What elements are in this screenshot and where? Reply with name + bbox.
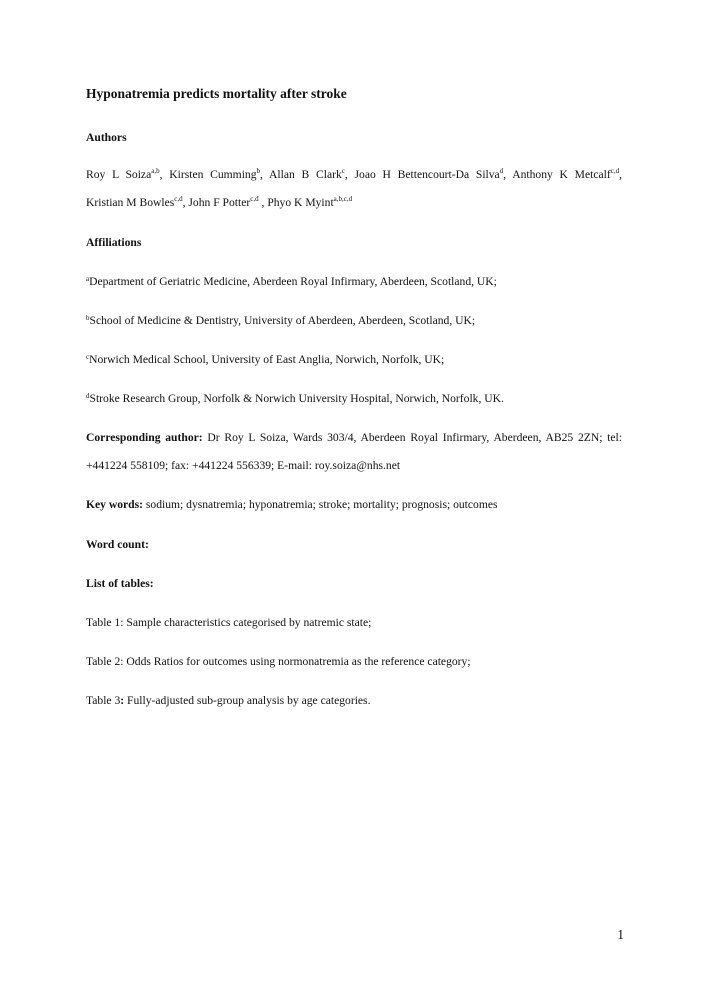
- affiliation-sup: d: [86, 392, 90, 400]
- keywords-label: Key words:: [86, 498, 143, 511]
- author-affil-sup: d: [499, 167, 504, 175]
- table-caption: Fully-adjusted sub-group analysis by age categories.: [124, 694, 371, 707]
- corresponding-author-line-2: +441224 558109; fax: +441224 556339; E-mail: roy.soiza@nhs.net: [86, 459, 401, 472]
- affiliation-text: School of Medicine & Dentistry, University of Aberdeen, Aberdeen, Scotland, UK;: [89, 314, 476, 327]
- list-of-tables-heading: List of tables:: [86, 577, 154, 590]
- corresponding-author-label: Corresponding author:: [86, 431, 203, 444]
- affiliations-heading: Affiliations: [86, 236, 142, 249]
- table-caption: Odds Ratios for outcomes using normonatremia as the reference category;: [123, 655, 471, 668]
- keywords-text: sodium; dysnatremia; hyponatremia; stroke; mortality; prognosis; outcomes: [143, 498, 498, 511]
- authors-line-2: Kristian M Bowles$^{c,d}$, John F Potter$^{c,d}$ , Phyo K Myint$^{a,b,c,d}$: [86, 195, 353, 209]
- author-name: Phyo K Myint: [267, 196, 334, 209]
- table-label: Table 3: [86, 694, 121, 707]
- author-name: Kirsten Cumming: [169, 168, 257, 181]
- author-affil-sup: a,b: [151, 167, 160, 175]
- affiliation-sup: b: [86, 314, 90, 322]
- affiliation-item: [86, 392, 622, 406]
- corresponding-author-details: Dr Roy L Soiza, Wards 303/4, Aberdeen Royal Infirmary, Aberdeen, AB25 2ZN; tel:: [202, 431, 622, 444]
- affiliation-sup: c: [86, 353, 90, 361]
- keywords: [86, 498, 622, 512]
- table-list-item: [86, 694, 622, 708]
- table-list-item: [86, 655, 622, 669]
- author-name: Kristian M Bowles: [86, 196, 175, 209]
- authors-line-1: Roy L Soiza$^{a,b}$, Kirsten Cumming$^b$, Allan B Clark$^c$, Joao H Bettencourt-Da Silva$^d$, Anthony K Metcalf$^{c,d}$,: [86, 167, 622, 181]
- table-label: Table 1:: [86, 616, 124, 629]
- author-affil-sup: c,d: [250, 195, 259, 203]
- paper-title: Hyponatremia predicts mortality after stroke: [86, 86, 347, 101]
- author-name: Anthony K Metcalf: [512, 168, 611, 181]
- author-name: John F Potter: [188, 196, 251, 209]
- table-label-colon: :: [120, 694, 125, 707]
- author-affil-sup: a,b,c,d: [333, 195, 353, 203]
- affiliation-sup: a: [86, 275, 90, 283]
- affiliation-text: Stroke Research Group, Norfolk & Norwich University Hospital, Norwich, Norfolk, UK.: [89, 392, 504, 405]
- author-affil-sup: c,d: [610, 167, 620, 175]
- authors-heading: Authors: [86, 131, 127, 144]
- affiliation-text: Department of Geriatric Medicine, Aberdeen Royal Infirmary, Aberdeen, Scotland, UK;: [89, 275, 497, 288]
- author-affil-sup: c,d: [174, 195, 183, 203]
- corresponding-author-line-1: [86, 431, 622, 445]
- affiliation-item: [86, 275, 622, 289]
- table-list-item: [86, 616, 622, 630]
- author-affil-sup: b: [256, 167, 261, 175]
- author-name: Joao H Bettencourt-Da Silva: [354, 168, 500, 181]
- affiliation-item: [86, 353, 622, 367]
- author-affil-sup: c: [341, 167, 345, 175]
- affiliation-text: Norwich Medical School, University of East Anglia, Norwich, Norfolk, UK;: [89, 353, 445, 366]
- author-name: Allan B Clark: [269, 168, 342, 181]
- page-number: 1: [617, 927, 624, 942]
- author-name: Roy L Soiza: [86, 168, 152, 181]
- word-count-label: Word count:: [86, 538, 149, 551]
- table-caption: Sample characteristics categorised by natremic state;: [123, 616, 372, 629]
- table-label: Table 2:: [86, 655, 124, 668]
- affiliation-item: [86, 314, 622, 328]
